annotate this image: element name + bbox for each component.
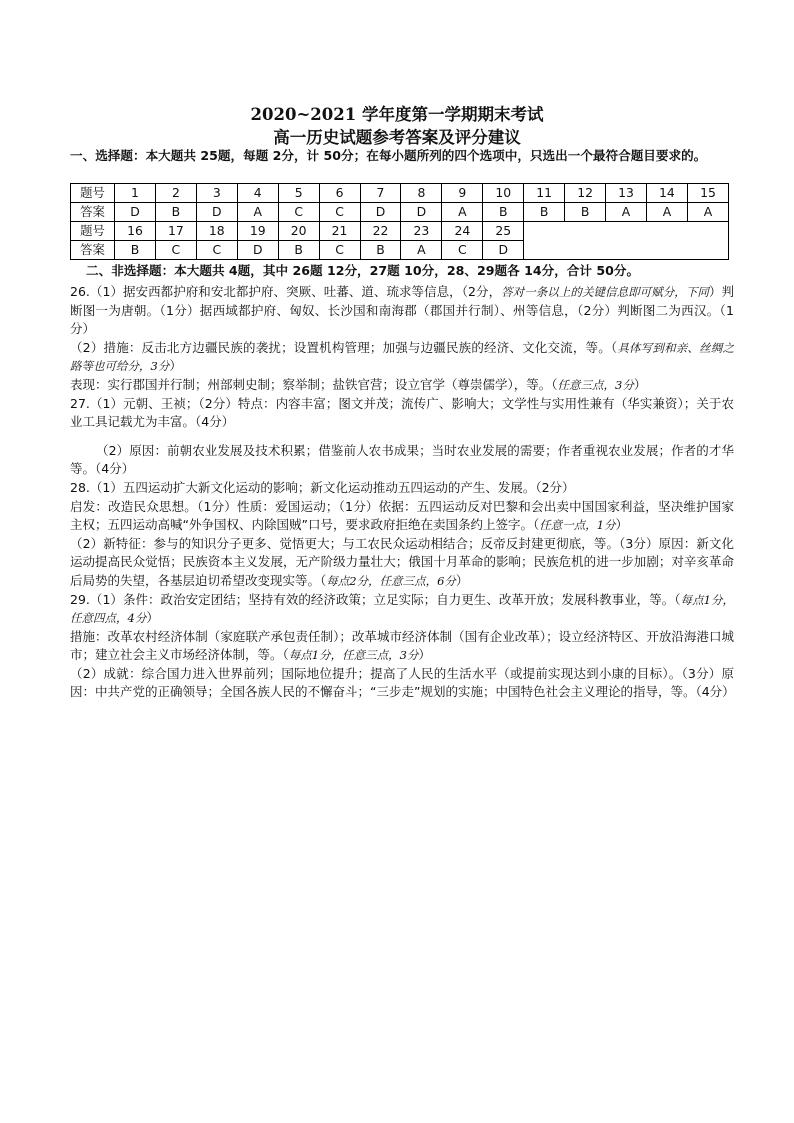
question-number: 15 [687,184,728,203]
question-number: 20 [278,222,319,241]
table-row [71,203,729,222]
row-label: 答案 [71,203,115,222]
answer-cell: A [606,203,647,222]
answer-cell: B [155,203,196,222]
answer-cell: C [319,203,360,222]
answer-cell: D [196,203,237,222]
answer-body [70,283,734,702]
answer-paragraph: 28.（1）五四运动扩大新文化运动的影响；新文化运动推动五四运动的产生、发展。（2分） [70,479,575,495]
answer-cell: A [442,203,483,222]
answer-cell: D [360,203,401,222]
table-row [71,222,729,241]
answer-cell: C [155,241,196,260]
row-label: 答案 [71,241,115,260]
question-number: 4 [237,184,278,203]
question-number: 5 [278,184,319,203]
answer-cell: B [115,241,156,260]
answer-cell: C [196,241,237,260]
answer-cell: A [646,203,687,222]
answer-paragraph: （2）措施：反击北方边疆民族的袭扰；设置机构管理；加强与边疆民族的经济、文化交流，等。（具体写到和亲、丝绸之路等也可给分，3分） [70,339,734,374]
question-number: 12 [565,184,606,203]
answer-paragraph: （2）新特征：参与的知识分子更多、觉悟更大；与工农民众运动相结合；反帝反封建更彻底，等。（3分）原因：新文化运动提高民众觉悟；民族资本主义发展，无产阶级力量壮大；俄国十月革命的影响；民族危机的进一步加剧；对辛亥革命后局势的失望，各基层迫切希望改变现实等。（每点2分，任意三点，6分） [70,535,734,588]
answer-cell: C [278,203,319,222]
answer-cell: B [360,241,401,260]
row-label: 题号 [71,222,115,241]
answer-cell: C [442,241,483,260]
answer-paragraph: 表现：实行郡国并行制；州部刺史制；察举制；盐铁官营；设立官学（尊崇儒学），等。（任意三点，3分） [70,376,647,392]
answer-cell: B [278,241,319,260]
question-number: 13 [606,184,647,203]
answer-cell: D [483,241,524,260]
question-number: 14 [646,184,687,203]
question-number: 6 [319,184,360,203]
section-2-heading: 二、非选择题：本大题共 4题，其中 26题 12分，27题 10分，28、29题各 14分，合计 50分。 [86,263,640,278]
answer-cell: D [237,241,278,260]
page-title: 2020~2021 学年度第一学期期末考试 [250,105,544,124]
answer-cell: A [687,203,728,222]
question-number: 25 [483,222,524,241]
answer-cell: C [319,241,360,260]
answer-paragraph: 27.（1）元朝、王祯；（2分）特点：内容丰富；图文并茂；流传广、影响大；文学性与实用性兼有（华实兼资）；关于农业工具记载尤为丰富。（4分） [70,395,734,430]
page-subtitle: 高一历史试题参考答案及评分建议 [273,128,521,147]
question-number: 18 [196,222,237,241]
answer-cell: B [483,203,524,222]
answer-paragraph: 29.（1）条件：政治安定团结；坚持有效的经济政策；立足实际；自力更生、改革开放；发展科教事业，等。（每点1分，任意四点，4分） [70,591,734,626]
answer-paragraph: （2）原因：前朝农业发展及技术积累；借鉴前人农书成果；当时农业发展的需要；作者重视农业发展；作者的才华等。（4分） [70,442,734,477]
answer-paragraph: （2）成就：综合国力进入世界前列；国际地位提升；提高了人民的生活水平（或提前实现达到小康的目标）。（3分）原因：中共产党的正确领导；全国各族人民的不懈奋斗；“三步走”规划的实施；中国特色社会主义理论的指导，等。（4分） [70,665,735,700]
answer-cell: B [565,203,606,222]
section-1-heading: 一、选择题：本大题共 25题，每题 2分，计 50分；在每小题所列的四个选项中，只选出一个最符合题目要求的。 [70,148,707,163]
question-number: 3 [196,184,237,203]
question-number: 10 [483,184,524,203]
table-row [71,184,729,203]
question-number: 21 [319,222,360,241]
question-number: 24 [442,222,483,241]
answer-cell: A [237,203,278,222]
question-number: 19 [237,222,278,241]
answer-cell: B [524,203,565,222]
question-number: 16 [115,222,156,241]
answer-paragraph: 26.（1）据安西都护府和安北都护府、突厥、吐蕃、道、琉求等信息，（2分，答对一条以上的关键信息即可赋分，下同）判断图一为唐朝。（1分）据西域都护府、匈奴、长沙国和南海郡（郡国并行制）、州等信息，（2分）判断图二为西汉。（1分） [70,284,734,337]
row-label: 题号 [71,184,115,203]
question-number: 7 [360,184,401,203]
question-number: 11 [524,184,565,203]
answer-paragraph: 措施：改革农村经济体制（家庭联产承包责任制）；改革城市经济体制（国有企业改革）；设立经济特区、开放沿海港口城市；建立社会主义市场经济体制，等。（每点1分，任意三点，3分） [70,628,734,663]
empty-cell [524,222,729,260]
question-number: 9 [442,184,483,203]
question-number: 23 [401,222,442,241]
question-number: 22 [360,222,401,241]
answer-paragraph: 启发：改造民众思想。（1分）性质：爱国运动；（1分）依据：五四运动反对巴黎和会出卖中国国家利益，坚决维护国家主权；五四运动高喊“外争国权、内除国贼”口号，要求政府拒绝在卖国条约上签字。（任意一点，1分） [70,498,734,533]
answer-cell: D [115,203,156,222]
answer-table [70,183,729,260]
question-number: 1 [115,184,156,203]
question-number: 2 [155,184,196,203]
answer-cell: D [401,203,442,222]
answer-cell: A [401,241,442,260]
question-number: 17 [155,222,196,241]
question-number: 8 [401,184,442,203]
